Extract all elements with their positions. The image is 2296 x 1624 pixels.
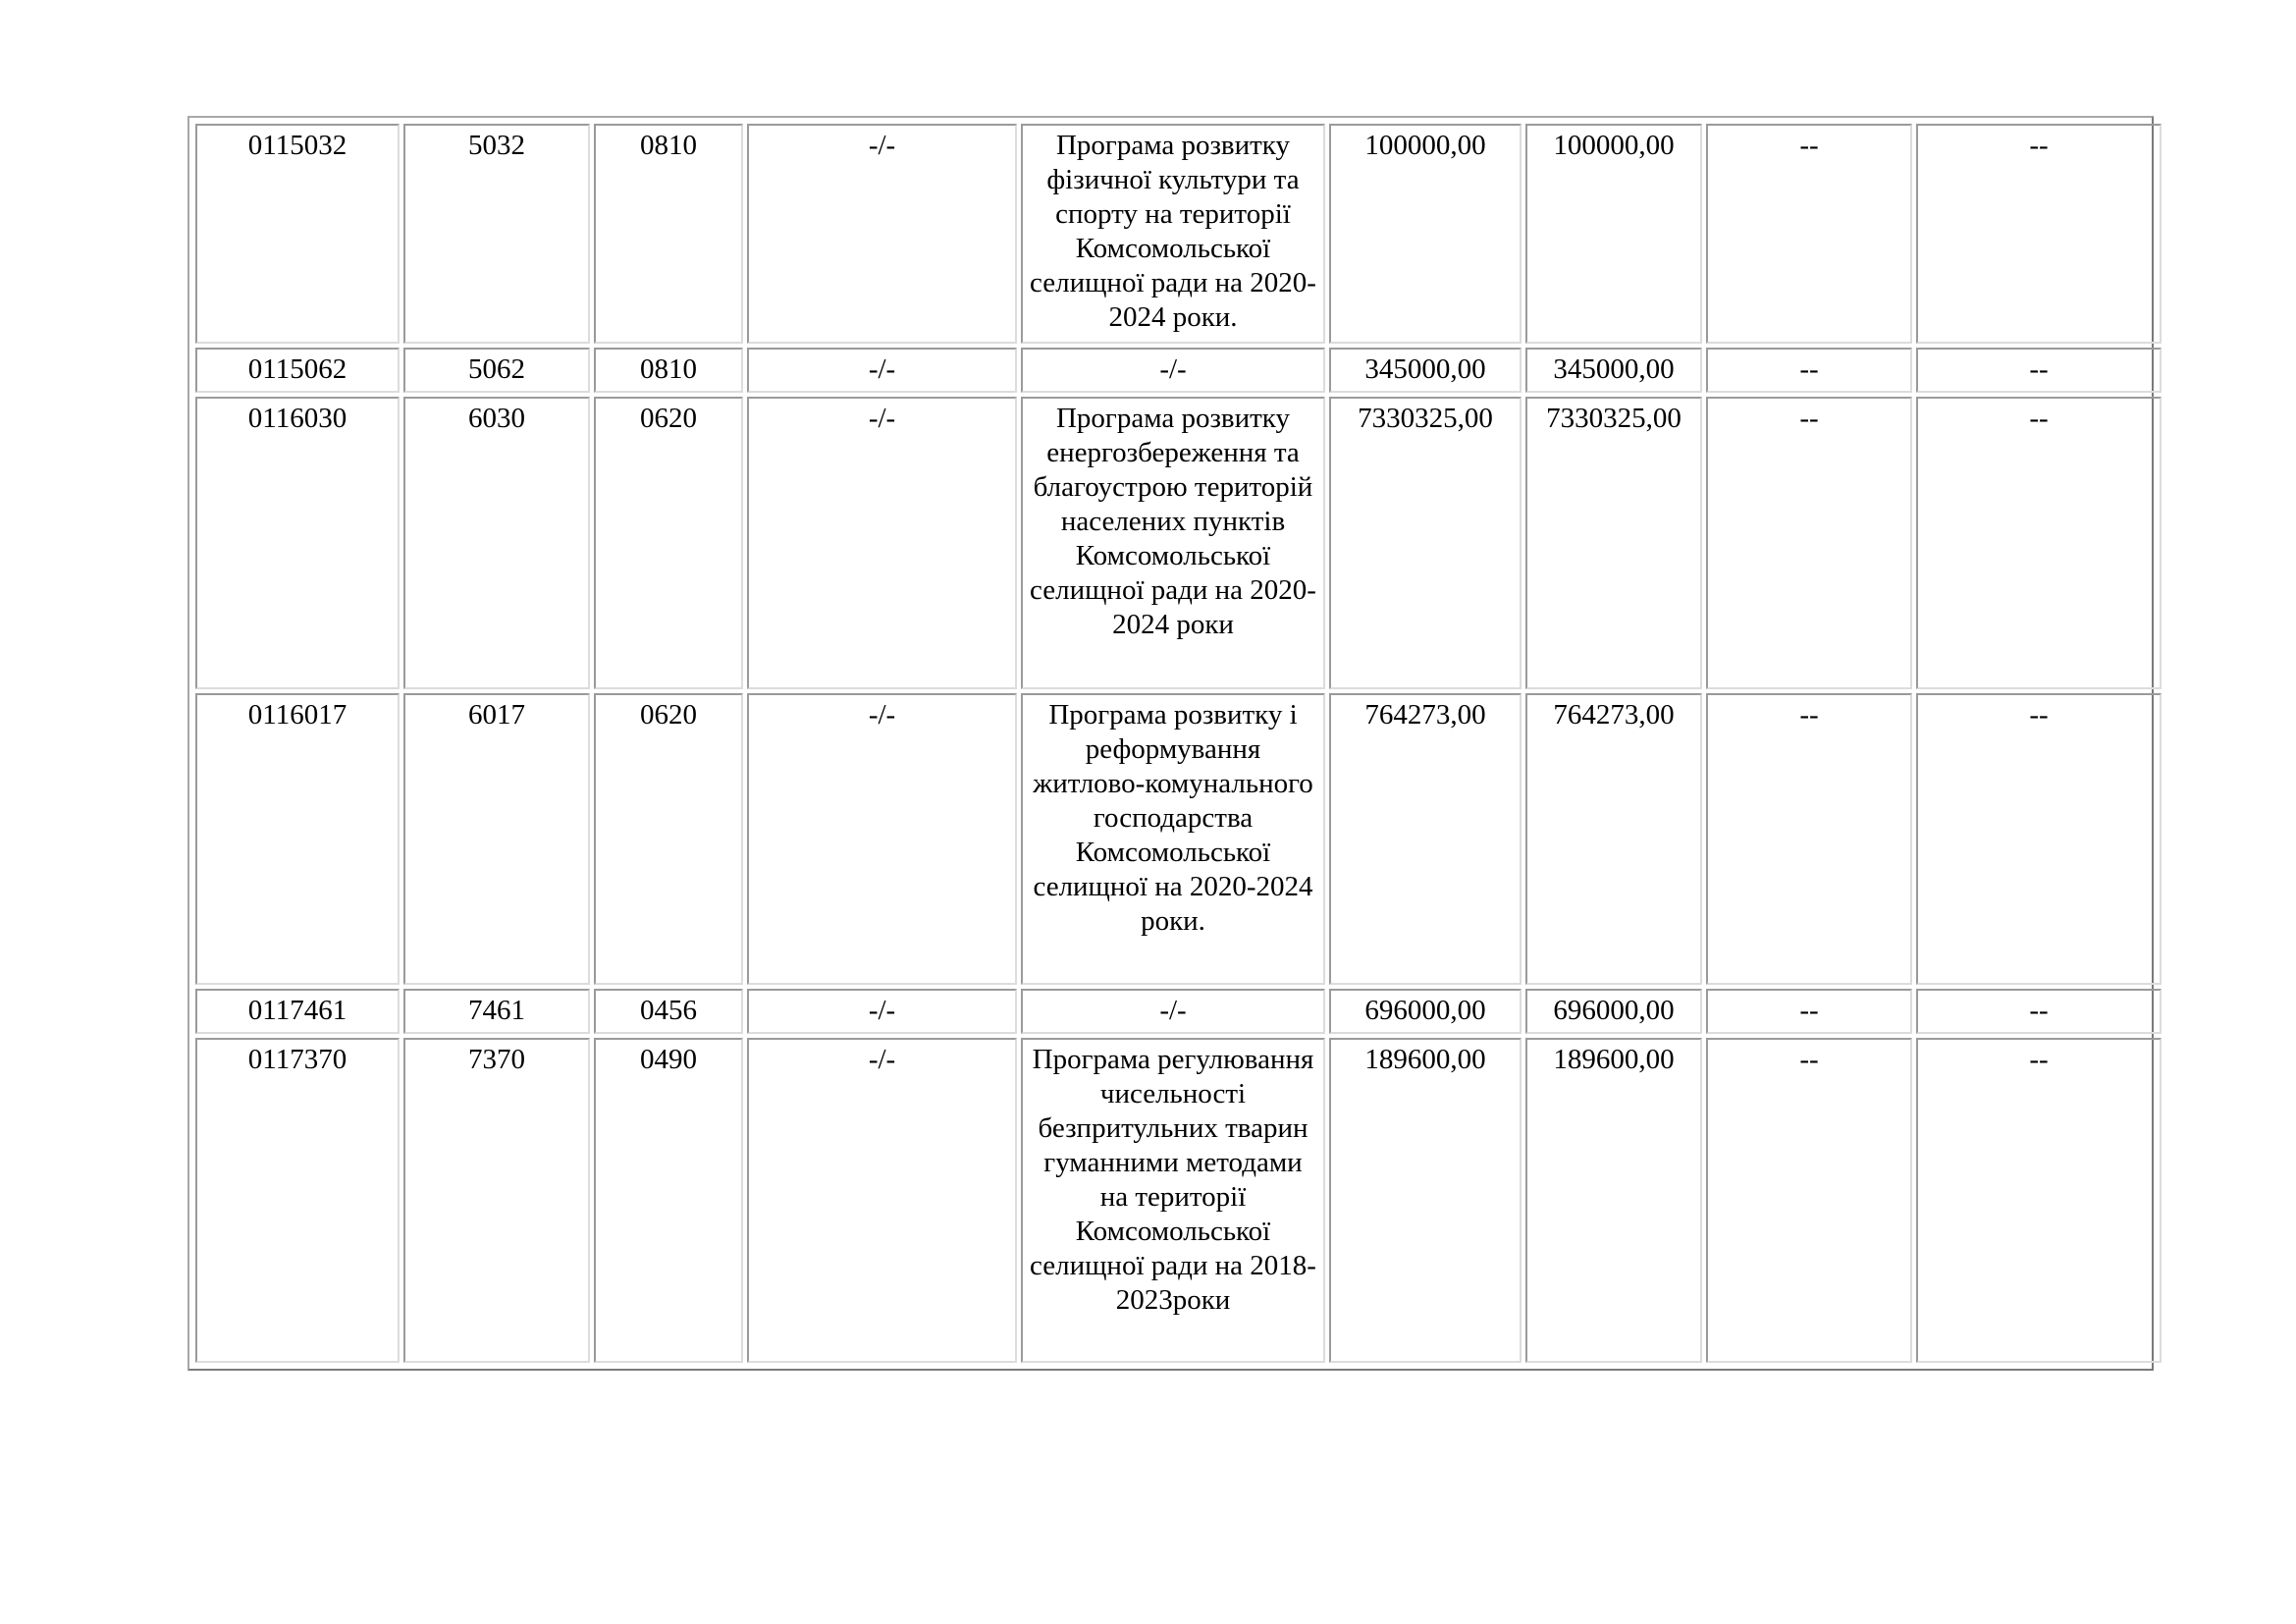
- cell-program-code: 0115062: [195, 348, 400, 393]
- cell-amount-general: 764273,00: [1525, 693, 1702, 985]
- cell-amount-general: 189600,00: [1525, 1038, 1702, 1363]
- cell-amount-total: 345000,00: [1329, 348, 1522, 393]
- table-row: [195, 693, 2162, 985]
- cell-program-name: -/-: [1021, 348, 1325, 393]
- cell-amount-development: --: [1916, 989, 2162, 1034]
- cell-kfkvk-code: 0490: [594, 1038, 743, 1363]
- cell-amount-total: 696000,00: [1329, 989, 1522, 1034]
- cell-program-code: 0116030: [195, 397, 400, 689]
- cell-amount-general: 100000,00: [1525, 124, 1702, 344]
- table-row: [195, 1038, 2162, 1363]
- cell-program-name: Програма розвитку і реформування житлово-комунального господарства Комсомольської селищної на 2020-2024 роки.: [1021, 693, 1325, 985]
- cell-document-ref: -/-: [747, 989, 1017, 1034]
- cell-kpkvk-code: 7370: [403, 1038, 590, 1363]
- cell-kpkvk-code: 7461: [403, 989, 590, 1034]
- cell-document-ref: -/-: [747, 693, 1017, 985]
- cell-amount-special: --: [1706, 1038, 1912, 1363]
- cell-amount-special: --: [1706, 124, 1912, 344]
- cell-amount-development: --: [1916, 1038, 2162, 1363]
- cell-kpkvk-code: 6017: [403, 693, 590, 985]
- cell-amount-general: 696000,00: [1525, 989, 1702, 1034]
- cell-amount-development: --: [1916, 348, 2162, 393]
- cell-document-ref: -/-: [747, 348, 1017, 393]
- cell-amount-total: 189600,00: [1329, 1038, 1522, 1363]
- cell-kpkvk-code: 6030: [403, 397, 590, 689]
- cell-program-name: Програма розвитку фізичної культури та спорту на території Комсомольської селищної ради на 2020-2024 роки.: [1021, 124, 1325, 344]
- cell-program-code: 0116017: [195, 693, 400, 985]
- cell-kpkvk-code: 5032: [403, 124, 590, 344]
- cell-kfkvk-code: 0810: [594, 348, 743, 393]
- cell-amount-special: --: [1706, 989, 1912, 1034]
- cell-program-name: -/-: [1021, 989, 1325, 1034]
- table-row: [195, 989, 2162, 1034]
- cell-document-ref: -/-: [747, 397, 1017, 689]
- cell-kpkvk-code: 5062: [403, 348, 590, 393]
- cell-amount-total: 764273,00: [1329, 693, 1522, 985]
- cell-amount-development: --: [1916, 397, 2162, 689]
- cell-kfkvk-code: 0810: [594, 124, 743, 344]
- table-row: [195, 124, 2162, 344]
- budget-table-frame: [187, 116, 2154, 1371]
- cell-amount-total: 7330325,00: [1329, 397, 1522, 689]
- table-row: [195, 348, 2162, 393]
- table-row: [195, 397, 2162, 689]
- cell-program-code: 0117370: [195, 1038, 400, 1363]
- cell-document-ref: -/-: [747, 124, 1017, 344]
- cell-program-code: 0117461: [195, 989, 400, 1034]
- cell-amount-special: --: [1706, 693, 1912, 985]
- cell-amount-special: --: [1706, 348, 1912, 393]
- cell-amount-special: --: [1706, 397, 1912, 689]
- cell-amount-development: --: [1916, 124, 2162, 344]
- budget-programs-table: [191, 120, 2165, 1367]
- cell-amount-general: 7330325,00: [1525, 397, 1702, 689]
- cell-kfkvk-code: 0620: [594, 397, 743, 689]
- cell-program-code: 0115032: [195, 124, 400, 344]
- cell-program-name: Програма розвитку енергозбереження та благоустрою територій населених пунктів Комсомольської селищної ради на 2020-2024 роки: [1021, 397, 1325, 689]
- cell-amount-development: --: [1916, 693, 2162, 985]
- cell-amount-general: 345000,00: [1525, 348, 1702, 393]
- cell-kfkvk-code: 0456: [594, 989, 743, 1034]
- cell-document-ref: -/-: [747, 1038, 1017, 1363]
- cell-program-name: Програма регулювання чисельності безпритульних тварин гуманними методами на території Комсомольської селищної ради на 2018-2023роки: [1021, 1038, 1325, 1363]
- cell-kfkvk-code: 0620: [594, 693, 743, 985]
- cell-amount-total: 100000,00: [1329, 124, 1522, 344]
